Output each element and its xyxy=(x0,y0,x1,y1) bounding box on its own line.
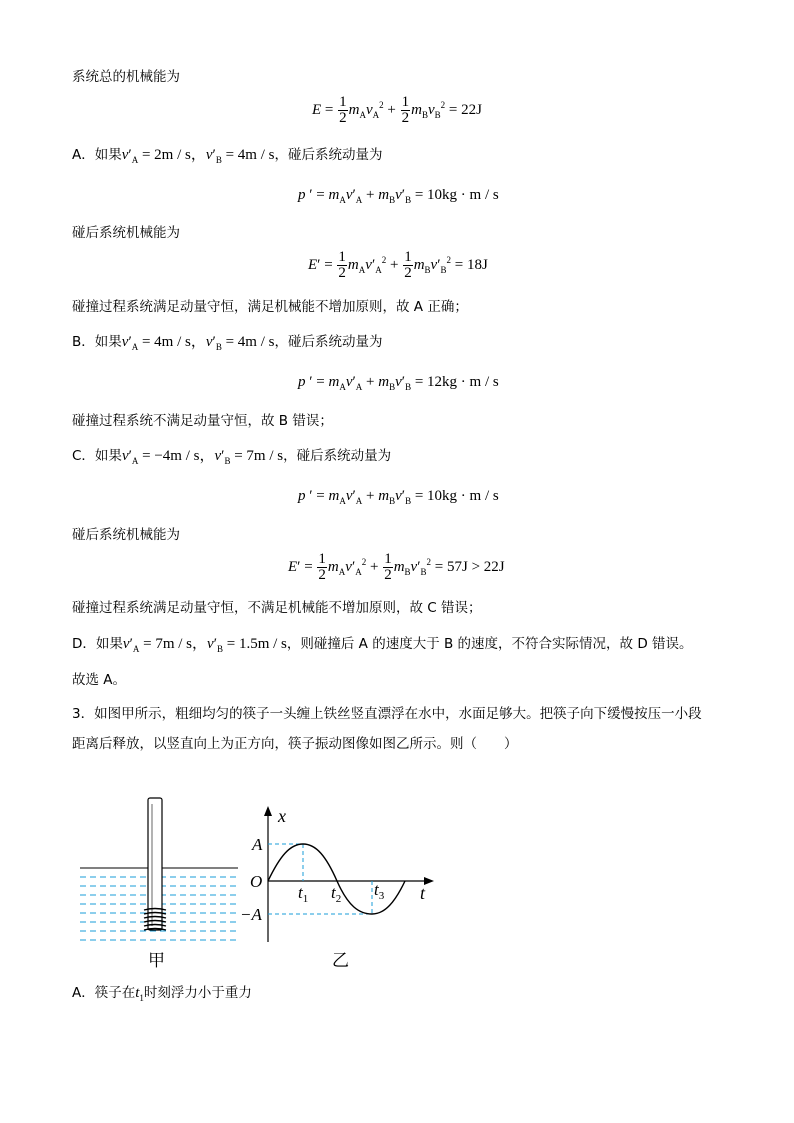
formula-momentum-a: p ′ = $m_Av'_A + m_Bv'_B = 10kg \cdot m / s$ xyxy=(298,187,499,205)
va-value: = −4m / s xyxy=(142,448,200,464)
text: D．如果 xyxy=(72,636,123,652)
water-diagram xyxy=(80,798,238,940)
label-left: 甲 xyxy=(148,951,165,971)
figure-svg xyxy=(72,792,452,972)
energy-value: = 22J xyxy=(448,101,482,118)
option-a-question: A．筷子在$t_1$时刻浮力小于重力 xyxy=(72,985,252,1003)
amp-neg-label: −A xyxy=(240,905,262,924)
text-line: 碰撞过程系统满足动量守恒，不满足机械能不增加原则，故 C 错误； xyxy=(72,600,482,616)
momentum-value: = 10kg · m / s xyxy=(414,488,499,504)
formula-momentum-b: p ′ = $m_Av'_A + m_Bv'_B = 12kg \cdot m / s$ xyxy=(298,374,499,392)
text: 时刻浮力小于重力 xyxy=(143,985,252,1001)
vb-value: = 4m / s xyxy=(225,147,275,163)
origin-label: O xyxy=(250,872,263,891)
t1-label: $t_1$ xyxy=(298,883,309,905)
vb-value: = 1.5m / s xyxy=(226,636,287,652)
formula-energy-a: E′ = $\frac{1}{2}$ $m_Av'_A^2$ + $\frac{1}{2}$ $m_Bv'_B^2 = 18J$ xyxy=(308,249,488,281)
label-right: 乙 xyxy=(332,951,349,971)
t3-label: $t_3$ xyxy=(374,880,385,902)
amp-pos-label: A xyxy=(252,835,263,854)
text: ，碰后系统动量为 xyxy=(283,448,392,464)
text: ，碰后系统动量为 xyxy=(274,334,383,350)
option-a-line: A．如果$v'_A = 2m / s$，$v'_B = 4m / s$，碰后系统动量为 xyxy=(72,147,383,165)
text: ，则碰撞后 A 的速度大于 B 的速度，不符合实际情况，故 D 错误。 xyxy=(286,636,693,652)
question-3-line-1: 3．如图甲所示，粗细均匀的筷子一头缠上铁丝竖直漂浮在水中，水面足够大。把筷子向下缓慢按压一小段 xyxy=(72,706,702,722)
momentum-value: = 10kg · m / s xyxy=(414,187,499,203)
axis-t-label: t xyxy=(420,883,426,903)
option-b-line: B．如果$v'_A = 4m / s$，$v'_B = 4m / s$，碰后系统动量为 xyxy=(72,334,383,352)
graph xyxy=(240,806,434,942)
text-line: 碰后系统机械能为 xyxy=(72,527,180,543)
text-line: 碰撞过程系统满足动量守恒，满足机械能不增加原则，故 A 正确； xyxy=(72,299,468,315)
formula-momentum-c: p ′ = $m_Av'_A + m_Bv'_B = 10kg \cdot m / s$ xyxy=(298,488,499,506)
formula-energy-c: E′ = $\frac{1}{2}$ $m_Av'_A^2$ + $\frac{1}{2}$ $m_Bv'_B^2 = 57J > 22J$ xyxy=(288,551,505,583)
question-3-line-2: 距离后释放，以竖直向上为正方向，筷子振动图像如图乙所示。则（ ） xyxy=(72,736,518,752)
vb-value: = 4m / s xyxy=(225,334,275,350)
momentum-value: = 12kg · m / s xyxy=(414,374,499,390)
text-line: 故选 A。 xyxy=(72,672,127,688)
option-d-line: D．如果$v'_A = 7m / s$，$v'_B = 1.5m / s$，则碰撞后 A 的速度大于 B 的速度，不符合实际情况，故 D 错误。 xyxy=(72,636,693,654)
t2-label: $t_2$ xyxy=(331,883,342,905)
text: C．如果 xyxy=(72,448,122,464)
option-c-line: C．如果$v'_A = -4m / s$，$v'_B = 7m / s$，碰后系统动量为 xyxy=(72,448,392,466)
va-value: = 4m / s xyxy=(141,334,191,350)
va-value: = 2m / s xyxy=(141,147,191,163)
figure xyxy=(72,792,452,976)
formula-energy-total: E = $\frac{1}{2}$ $m_Av_A^2$ + $\frac{1}{2}$ $m_Bv_B^2 = 22J$ xyxy=(312,94,482,126)
text: B．如果 xyxy=(72,334,122,350)
text-line: 碰后系统机械能为 xyxy=(72,225,180,241)
energy-value: = 18J xyxy=(454,256,488,273)
axis-x-label: x xyxy=(278,806,286,826)
energy-value: = 57J > 22J xyxy=(434,558,505,575)
text: ，碰后系统动量为 xyxy=(274,147,383,163)
text: A．筷子在 xyxy=(72,985,136,1001)
text: A．如果 xyxy=(72,147,122,163)
text-line: 系统总的机械能为 xyxy=(72,69,180,85)
va-value: = 7m / s xyxy=(143,636,192,652)
vb-value: = 7m / s xyxy=(234,448,284,464)
text-line: 碰撞过程系统不满足动量守恒，故 B 错误； xyxy=(72,413,333,429)
